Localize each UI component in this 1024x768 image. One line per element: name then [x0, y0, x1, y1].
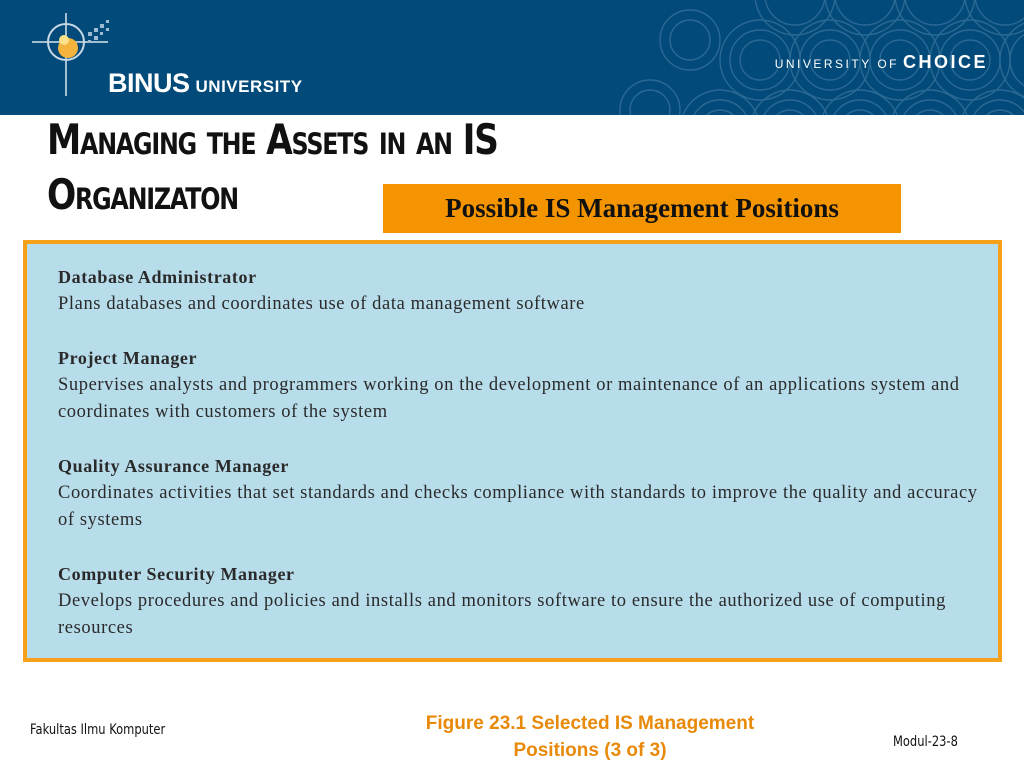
tagline — [775, 52, 988, 73]
slide-title-line1: Managing the Assets in an IS — [47, 115, 498, 164]
position-description: Develops procedures and policies and installs and monitors software to ensure the authorized use of computing resources — [58, 591, 946, 638]
logo-wordmark — [108, 68, 303, 99]
position-entry — [58, 453, 978, 534]
tagline-emphasis: CHOICE — [902, 52, 988, 72]
logo-subtitle: UNIVERSITY — [195, 77, 303, 96]
header-banner — [0, 0, 1024, 115]
position-title: Database Administrator — [58, 267, 257, 287]
position-title: Computer Security Manager — [58, 564, 295, 584]
position-entry — [58, 561, 978, 642]
position-title: Project Manager — [58, 348, 198, 368]
logo-name: BINUS — [108, 68, 190, 98]
position-entry — [58, 345, 978, 426]
position-description: Plans databases and coordinates use of data management software — [58, 294, 585, 314]
position-description: Coordinates activities that set standards and checks compliance with standards to improve the quality and accuracy of systems — [58, 483, 978, 530]
figure-caption: Figure 23.1 Selected IS Management Positions (3 of 3) — [425, 713, 755, 761]
footer-module-number: Modul-23-8 — [893, 734, 958, 750]
tagline-prefix: UNIVERSITY OF — [774, 57, 899, 71]
footer-faculty: Fakultas Ilmu Komputer — [30, 722, 166, 738]
position-entry — [58, 264, 978, 318]
positions-label: Possible IS Management Positions — [383, 184, 901, 233]
binus-logo — [28, 8, 328, 98]
position-title: Quality Assurance Manager — [58, 456, 289, 476]
positions-list — [58, 264, 978, 669]
position-description: Supervises analysts and programmers working on the development or maintenance of an applications system and coordinates with customers of the system — [58, 375, 960, 422]
positions-panel — [23, 240, 1002, 662]
slide-title-line2: Organizaton — [47, 170, 238, 219]
